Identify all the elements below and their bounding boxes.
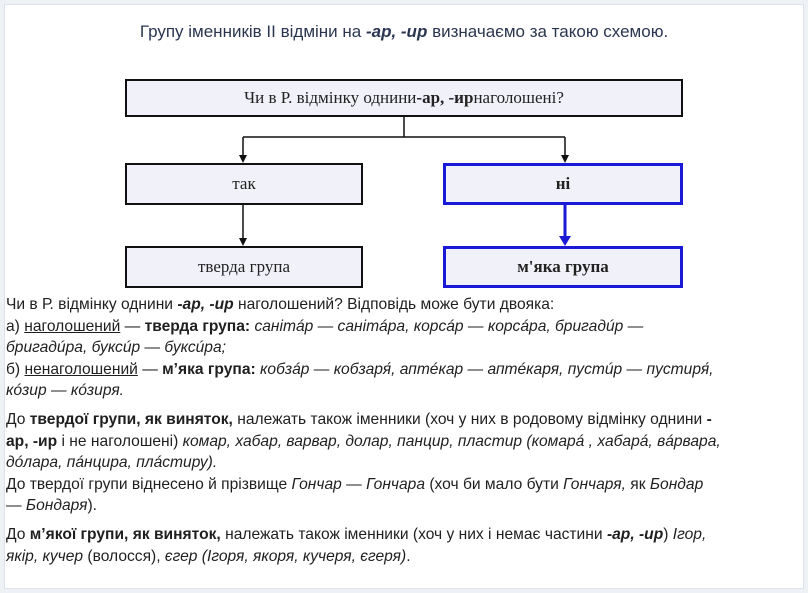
yes-box (125, 163, 363, 205)
hard-exc-line-2: ар, -ир і не наголошені) комар, хабар, варвар, долар, панцир, пластир (комарá , хабарá, вáрвара, (6, 432, 721, 450)
question-box (125, 79, 683, 117)
soft-exc-line-2: якір, кучер (волосся), єгер (Ігоря, якоря, кучеря, єгеря). (6, 547, 411, 565)
surname-line-2: — Бондаря). (6, 497, 97, 514)
answer-paragraph (6, 294, 802, 402)
question-after: наголошені? (473, 88, 564, 107)
intro-before: Групу іменників ІІ відміни на (139, 22, 366, 41)
no-box (443, 163, 683, 205)
soft-exc-line-1: До м’якої групи, як виняток, належать також іменники (хоч у них і немає частини -ар, -ир) Ігор, (6, 526, 707, 543)
soft-group-box (443, 246, 683, 288)
answer-line-a2: бригадúра, буксúр — буксúра; (6, 339, 226, 356)
hard-group-label: тверда група (197, 257, 290, 276)
surname-line-1: До твердої групи віднесено й прізвище Гончар — Гончара (хоч би мало бути Гончаря, як Бондар (6, 475, 704, 493)
hard-exc-line-1: До твердої групи, як виняток, належать також іменники (хоч у них в родовому відмінку однини - (6, 411, 712, 428)
answer-line-a: а) наголошений — тверда група: санітáр — санітáра, корсáр — корсáра, бригадúр — (6, 317, 644, 335)
answer-line-b2: кóзир — кóзиря. (6, 382, 125, 399)
soft-exception-paragraph (6, 524, 802, 567)
hard-group-box (125, 246, 363, 288)
no-label: ні (555, 174, 571, 193)
question-before: Чи в Р. відмінку однини (244, 88, 417, 107)
answer-line-1: Чи в Р. відмінку однини -ар, -ир наголошений? Відповідь може бути двояка: (6, 296, 555, 313)
answer-line-b: б) ненаголошений — м’яка група: кобзáр — кобзаря́, аптéкар — аптéкаря, пустúр — пустиря́, (6, 360, 714, 378)
hard-exc-line-3: дóлара, пáнцира, плáстиру). (6, 454, 218, 471)
question-suffix: -ар, -ир (416, 88, 474, 107)
hard-exception-paragraph (6, 409, 802, 517)
intro-after: визначаємо за такою схемою. (427, 22, 669, 41)
soft-group-label: м'яка група (517, 257, 609, 276)
yes-label: так (232, 174, 256, 193)
intro-suffix: -ар, -ир (365, 22, 428, 41)
